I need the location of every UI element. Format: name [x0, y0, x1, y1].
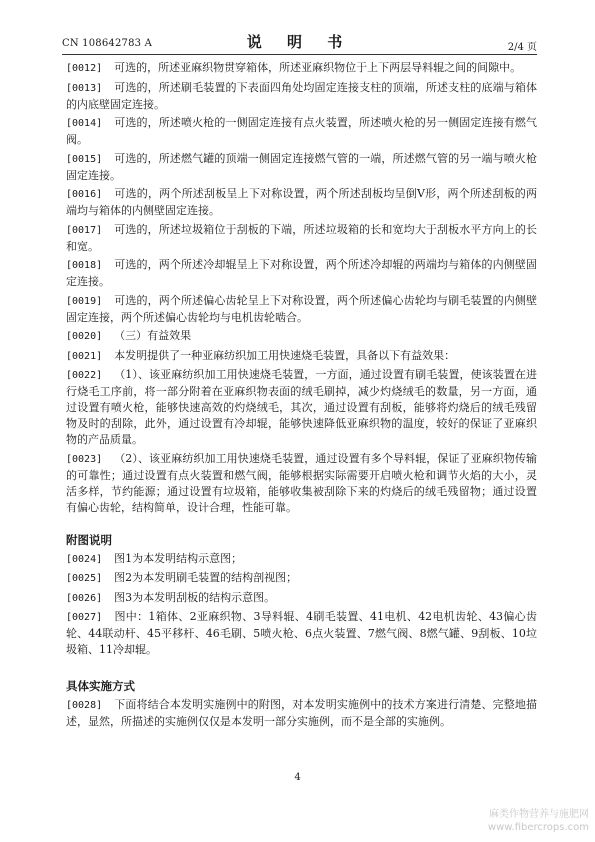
paragraph-text: 下面将结合本发明实施例中的附图，对本发明实施例中的技术方案进行清楚、完整地描述，显然，所描述的实施例仅仅是本发明一部分实施例，而不是全部的实施例。	[66, 698, 537, 728]
paragraph-text: 可选的，两个所述偏心齿轮呈上下对称设置，两个所述偏心齿轮均与刷毛装置的内侧壁固定连接，两个所述偏心齿轮均与电机齿轮啮合。	[66, 293, 537, 324]
paragraph-number: [0028]	[66, 700, 103, 711]
paragraph-number: [0014]	[66, 118, 103, 129]
paragraph-number: [0025]	[66, 573, 103, 584]
paragraph-number: [0019]	[66, 295, 103, 307]
paragraph-text: 可选的，所述亚麻织物贯穿箱体，所述亚麻织物位于上下两层导料辊之间的间隙中。	[114, 61, 522, 74]
header-divider	[62, 54, 537, 55]
document-title: 说 明 书	[246, 33, 353, 51]
paragraph	[66, 590, 537, 607]
paragraph-number: [0023]	[66, 453, 103, 465]
paragraph	[66, 697, 537, 730]
paragraph	[66, 186, 537, 219]
paragraph	[66, 80, 537, 113]
paragraph-number: [0020]	[66, 331, 103, 342]
paragraph-number: [0026]	[66, 592, 103, 604]
paragraph-group-embodiment	[66, 697, 537, 730]
paragraph-text: 可选的，所述刷毛装置的下表面四角处均固定连接支柱的顶端，所述支柱的底端与箱体的内底壁固定连接。	[66, 80, 537, 111]
paragraph	[66, 257, 537, 290]
paragraph-number: [0015]	[66, 153, 103, 165]
paragraph	[66, 367, 537, 448]
paragraph-text: （2）、该亚麻纺织加工用快速烧毛装置，通过设置有多个导料辊，保证了亚麻织物传输的可靠性；通过设置有点火装置和燃气阀，能够根据实际需要开启喷火枪和调节火焰的大小，灵活多样，节约能源；通过设置有垃圾箱，能够收集被刮除下来的灼烧后的绒毛残留物；通过设置有偏心齿轮，结构简单，设计合理，性能可靠。	[66, 451, 537, 514]
watermark	[488, 808, 589, 834]
paragraph-text: 图1为本发明结构示意图；	[114, 551, 243, 565]
paragraph-text: 图2为本发明刷毛装置的结构剖视图；	[114, 571, 298, 584]
paragraph-number: [0012]	[66, 63, 103, 74]
watermark-line-2: www.fibercrops.com	[487, 822, 589, 833]
publication-number: CN 108642783 A	[62, 38, 153, 49]
paragraph	[66, 570, 537, 587]
paragraph	[66, 328, 537, 345]
paragraph-text: （1）、该亚麻纺织加工用快速烧毛装置，一方面，通过设置有刷毛装置，使该装置在进行烧毛工序前，将一部分附着在亚麻织物表面的绒毛刷掉，减少灼烧绒毛的数量，另一方面，通过设置有喷火枪，能够快速高效的灼烧绒毛，其次，通过设置有刮板，能够将灼烧后的绒毛残留物及时的刮除，此外，通过设置有冷却辊，能够快速降低亚麻织物的温度，较好的保证了亚麻织物的产品质量。	[66, 368, 537, 446]
paragraph	[66, 609, 537, 658]
watermark-line-1: 麻类作物营养与施肥网	[489, 809, 589, 820]
paragraph-number: [0024]	[66, 553, 103, 565]
paragraph-number: [0017]	[66, 224, 103, 236]
paragraph-text: 可选的，所述垃圾箱位于刮板的下端，所述垃圾箱的长和宽均大于刮板水平方向上的长和宽。	[66, 222, 537, 253]
section-heading-embodiment: 具体实施方式	[66, 679, 135, 693]
paragraph-number: [0021]	[66, 350, 103, 362]
paragraph	[66, 348, 537, 365]
paragraph-number: [0022]	[66, 370, 103, 381]
paragraph-text: 可选的，所述喷火枪的一侧固定连接有点火装置，所述喷火枪的另一侧固定连接有燃气阀。	[66, 116, 537, 146]
paragraph-text: 图3为本发明刮板的结构示意图。	[114, 590, 276, 604]
paragraph-group-figures	[66, 551, 537, 659]
paragraph-number: [0027]	[66, 612, 103, 623]
paragraph	[66, 151, 537, 184]
paragraph	[66, 451, 537, 516]
paragraph-text: 可选的，两个所述刮板呈上下对称设置，两个所述刮板均呈倒V形，两个所述刮板的两端均与箱体的内侧壁固定连接。	[66, 187, 537, 217]
paragraph-number: [0018]	[66, 260, 103, 271]
paragraph-number: [0013]	[66, 82, 103, 94]
paragraph	[66, 551, 537, 568]
paragraph-text: （三）有益效果	[114, 329, 192, 342]
paragraph	[66, 293, 537, 326]
paragraph-text: 图中：1箱体、2亚麻织物、3导料辊、4刷毛装置、41电机、42电机齿轮、43偏心齿轮、44联动杆、45平移杆、46毛刷、5喷火枪、6点火装置、7燃气阀、8燃气罐、9刮板、10垃圾箱、11冷却辊。	[66, 610, 537, 656]
page-header	[62, 30, 537, 52]
paragraph-number: [0016]	[66, 189, 103, 200]
paragraph-text: 可选的，两个所述冷却辊呈上下对称设置，两个所述冷却辊的两端均与箱体的内侧壁固定连接。	[66, 258, 537, 288]
paragraph-group-summary	[66, 60, 537, 516]
paragraph	[66, 222, 537, 255]
section-heading-figures: 附图说明	[66, 532, 112, 547]
paragraph-text: 本发明提供了一种亚麻纺织加工用快速烧毛装置，具备以下有益效果：	[114, 348, 456, 362]
paragraph-text: 可选的，所述燃气罐的顶端一侧固定连接燃气管的一端，所述燃气管的另一端与喷火枪固定连接。	[66, 151, 537, 182]
page-indicator: 2/4 页	[507, 42, 537, 53]
document-body	[66, 60, 537, 733]
paragraph	[66, 115, 537, 148]
page-number: 4	[294, 772, 301, 783]
paragraph	[66, 60, 537, 77]
